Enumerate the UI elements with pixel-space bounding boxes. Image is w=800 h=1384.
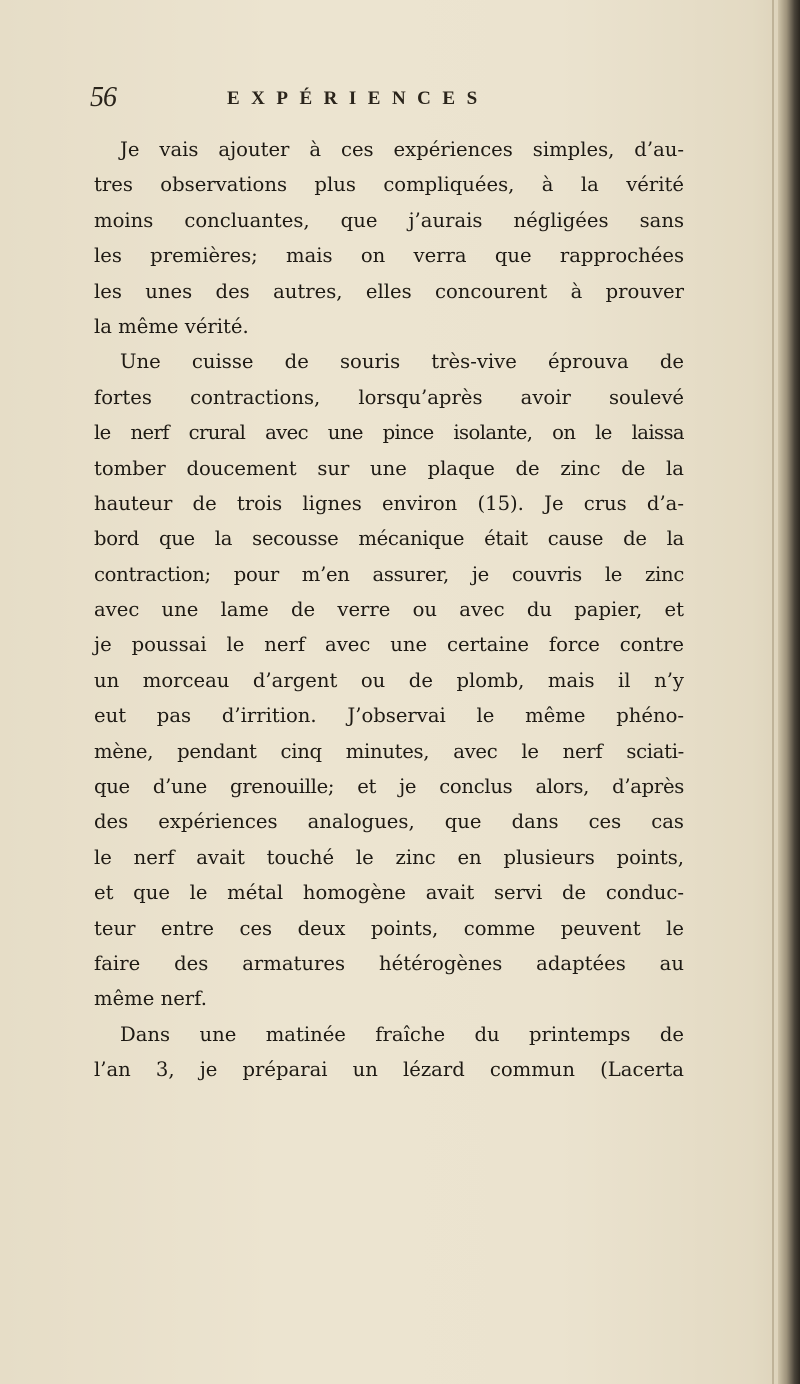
text-line: hauteur de trois lignes environ (15). Je crus d’a- — [94, 491, 684, 515]
text-line: je poussai le nerf avec une certaine force contre — [94, 633, 684, 657]
text-line: Dans une matinée fraîche du printemps de — [120, 1022, 684, 1046]
page-number: 56 — [90, 82, 116, 113]
text-line: Une cuisse de souris très-vive éprouva de — [120, 350, 684, 374]
text-line: fortes contractions, lorsqu’après avoir soulevé — [94, 385, 684, 409]
text-line: et que le métal homogène avait servi de conduc- — [94, 881, 684, 905]
text-line: un morceau d’argent ou de plomb, mais il n’y — [94, 668, 684, 692]
text-line: les premières; mais on verra que rapprochées — [94, 244, 684, 268]
text-line: tres observations plus compliquées, à la vérité — [94, 173, 684, 197]
text-line: même nerf. — [94, 987, 207, 1011]
text-line: moins concluantes, que j’aurais négligées sans — [94, 208, 684, 232]
text-line: avec une lame de verre ou avec du papier, et — [94, 598, 684, 622]
text-line: la même vérité. — [94, 314, 249, 338]
text-line: Je vais ajouter à ces expériences simples, d’au- — [120, 138, 684, 161]
page-header — [90, 82, 690, 122]
text-line: le nerf crural avec une pince isolante, on le laissa — [94, 421, 684, 445]
text-line: bord que la secousse mécanique était cause de la — [94, 527, 684, 551]
text-line: des expériences analogues, que dans ces cas — [94, 810, 684, 834]
text-line: teur entre ces deux points, comme peuvent le — [94, 916, 684, 940]
text-line: tomber doucement sur une plaque de zinc de la — [94, 456, 684, 480]
running-head: EXPÉRIENCES — [227, 88, 489, 109]
text-line: les unes des autres, elles concourent à prouver — [94, 279, 684, 303]
text-line: mène, pendant cinq minutes, avec le nerf sciati- — [94, 739, 684, 763]
body-text — [94, 132, 684, 1088]
text-line: contraction; pour m’en assurer, je couvris le zinc — [94, 562, 684, 586]
text-line: l’an 3, je préparai un lézard commun (Lacerta — [94, 1058, 684, 1082]
text-line: faire des armatures hétérogènes adaptées au — [94, 951, 684, 975]
text-line: le nerf avait touché le zinc en plusieurs points, — [94, 845, 684, 869]
text-line: que d’une grenouille; et je conclus alors, d’après — [94, 775, 684, 799]
text-line: eut pas d’irrition. J’observai le même phéno- — [94, 704, 684, 728]
page-edge-shadow — [778, 0, 800, 1384]
page-gutter-line — [772, 0, 774, 1384]
